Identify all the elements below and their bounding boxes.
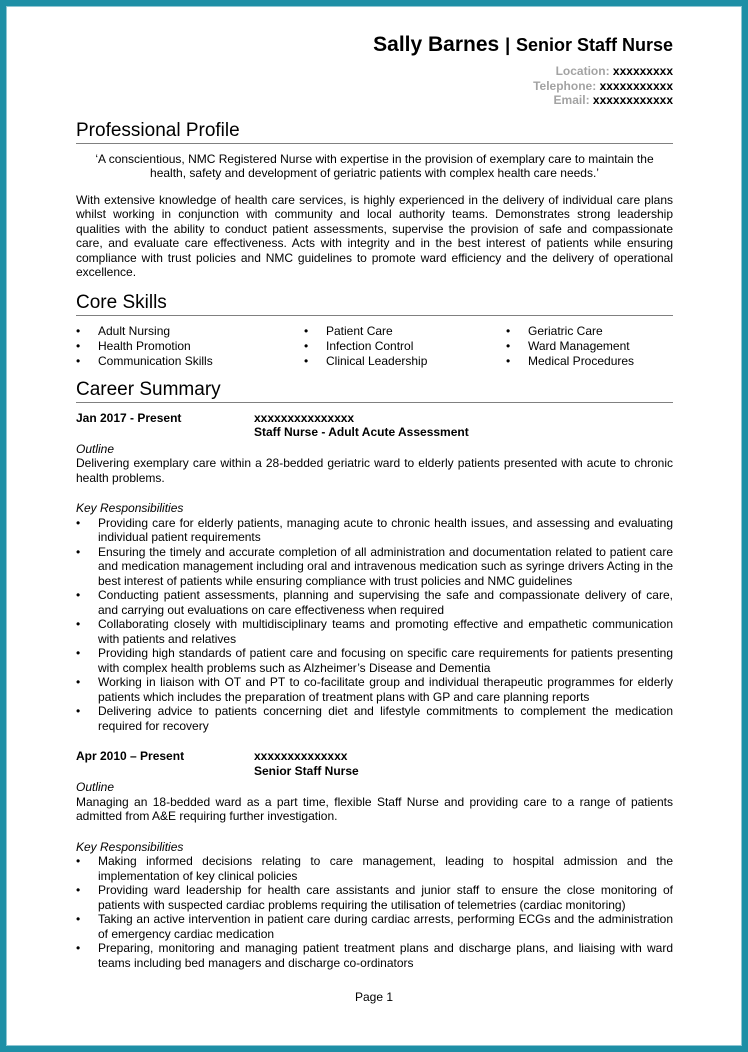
skills-heading: Core Skills <box>76 292 673 316</box>
job-outline: Delivering exemplary care within a 28-bedded geriatric ward to elderly patients presented with acute to chronic health problems. <box>76 456 673 485</box>
contact-email <box>76 93 673 108</box>
job-title: Senior Staff Nurse <box>254 763 359 778</box>
responsibility-item: • Collaborating closely with multidisciplinary teams and promoting effective and empathetic communication with patients and relatives <box>76 617 673 646</box>
skill-item: • Communication Skills <box>76 354 304 369</box>
job-outline: Managing an 18-bedded ward as a part time, flexible Staff Nurse and providing care to a range of patients admitted from A&E requiring further investigation. <box>76 794 673 823</box>
outline-label: Outline <box>76 780 115 794</box>
responsibility-item: • Taking an active intervention in patient care during cardiac arrests, performing ECGs and the administration of emergency cardiac medication <box>76 912 673 941</box>
responsibilities-label: Key Responsibilities <box>76 839 184 854</box>
cv-header <box>76 32 673 108</box>
job-date: Jan 2017 - Present <box>76 410 182 425</box>
profile-body: With extensive knowledge of health care services, is highly experienced in the delivery of individual care plans whilst working in conjunction with community and local authority teams. Demonstrates strong leadership qualities with the ability to conduct patient assessments, supervise the provision of safe and compassionate care, and evaluate care effectiveness. Acts with integrity and in the best interest of patients while ensuring compliance with trust policies and NMC guidelines to promote ward efficiency and the delivery of operational excellence. <box>76 192 673 279</box>
career-section <box>76 379 673 971</box>
skills-column-3 <box>506 324 666 369</box>
responsibility-item: • Providing ward leadership for health care assistants and junior staff to ensure the close monitoring of patients with suspected cardiac problems requiring the utilisation of telemetries (cardiac monitoring) <box>76 883 673 912</box>
job-title: Staff Nurse - Adult Acute Assessment <box>254 425 469 439</box>
responsibility-item: • Ensuring the timely and accurate completion of all administration and documentation related to patient care and medication management including oral and intravenous medication such as syringe drivers Acting in the best interest of patients while ensuring compliance with trust policies and NMC guidelines <box>76 545 673 589</box>
responsibilities-label: Key Responsibilities <box>76 501 184 515</box>
responsibilities-list <box>76 516 673 734</box>
job-employer: xxxxxxxxxxxxxx <box>254 749 348 763</box>
responsibility-item: • Providing high standards of patient care and focusing on specific care requirements for patients presenting with complex health problems such as Alzheimer’s Disease and Dementia <box>76 646 673 675</box>
responsibility-item: • Providing care for elderly patients, managing acute to chronic health issues, and assessing and evaluating individual patient requirements <box>76 516 673 545</box>
page-number: Page 1 <box>354 990 394 1004</box>
candidate-name: Sally Barnes <box>373 33 500 56</box>
job-entry <box>76 749 673 970</box>
profile-quote: ‘A conscientious, NMC Registered Nurse with expertise in the provision of exemplary care to maintain the health, safety and development of geriatric patients with complex health care needs.’ <box>95 151 654 180</box>
skill-item: • Geriatric Care <box>506 324 666 339</box>
job-date: Apr 2010 – Present <box>76 749 185 763</box>
skill-item: • Clinical Leadership <box>304 354 506 369</box>
skill-item: • Health Promotion <box>76 339 304 354</box>
skills-section <box>76 292 673 369</box>
profile-section <box>76 120 673 280</box>
job-entry <box>76 411 673 734</box>
location-label: Location: <box>555 64 610 78</box>
name-title-line <box>76 32 673 58</box>
responsibility-item: • Making informed decisions relating to care management, leading to hospital admission and the implementation of key clinical policies <box>76 854 673 883</box>
skill-item: • Patient Care <box>304 324 506 339</box>
skill-item: • Medical Procedures <box>506 354 666 369</box>
skill-item: • Adult Nursing <box>76 324 304 339</box>
responsibility-item: • Delivering advice to patients concerning diet and lifestyle commitments to complement the medication required for recovery <box>76 704 673 733</box>
email-value: xxxxxxxxxxxx <box>592 93 673 107</box>
skills-column-1 <box>76 324 304 369</box>
skill-item: • Ward Management <box>506 339 666 354</box>
candidate-role: Senior Staff Nurse <box>515 35 673 55</box>
responsibility-item: • Preparing, monitoring and managing patient treatment plans and discharge plans, and liaising with ward teams including bed managers and discharge co-ordinators <box>76 941 673 970</box>
email-label: Email: <box>553 93 590 107</box>
skills-column-2 <box>304 324 506 369</box>
skills-grid <box>76 324 673 369</box>
profile-heading: Professional Profile <box>76 120 673 144</box>
outline-label: Outline <box>76 441 115 456</box>
contact-telephone <box>76 79 673 94</box>
career-heading: Career Summary <box>76 379 673 403</box>
responsibility-item: • Conducting patient assessments, planning and supervising the safe and compassionate delivery of care, and carrying out evaluations on care effectiveness when required <box>76 588 673 617</box>
location-value: xxxxxxxxx <box>612 64 673 78</box>
contact-location <box>76 64 673 79</box>
job-header <box>76 749 673 778</box>
job-employer: xxxxxxxxxxxxxxx <box>254 410 355 425</box>
responsibility-item: • Working in liaison with OT and PT to co-facilitate group and individual therapeutic programmes for elderly patients which includes the preparation of treatment plans with GP and care planning reports <box>76 675 673 704</box>
contact-block <box>76 64 673 108</box>
job-header <box>76 411 673 440</box>
telephone-value: xxxxxxxxxxx <box>599 78 673 93</box>
title-separator: | <box>505 35 511 55</box>
cv-page <box>76 32 673 970</box>
responsibilities-list <box>76 854 673 970</box>
skill-item: • Infection Control <box>304 339 506 354</box>
telephone-label: Telephone: <box>533 78 597 93</box>
